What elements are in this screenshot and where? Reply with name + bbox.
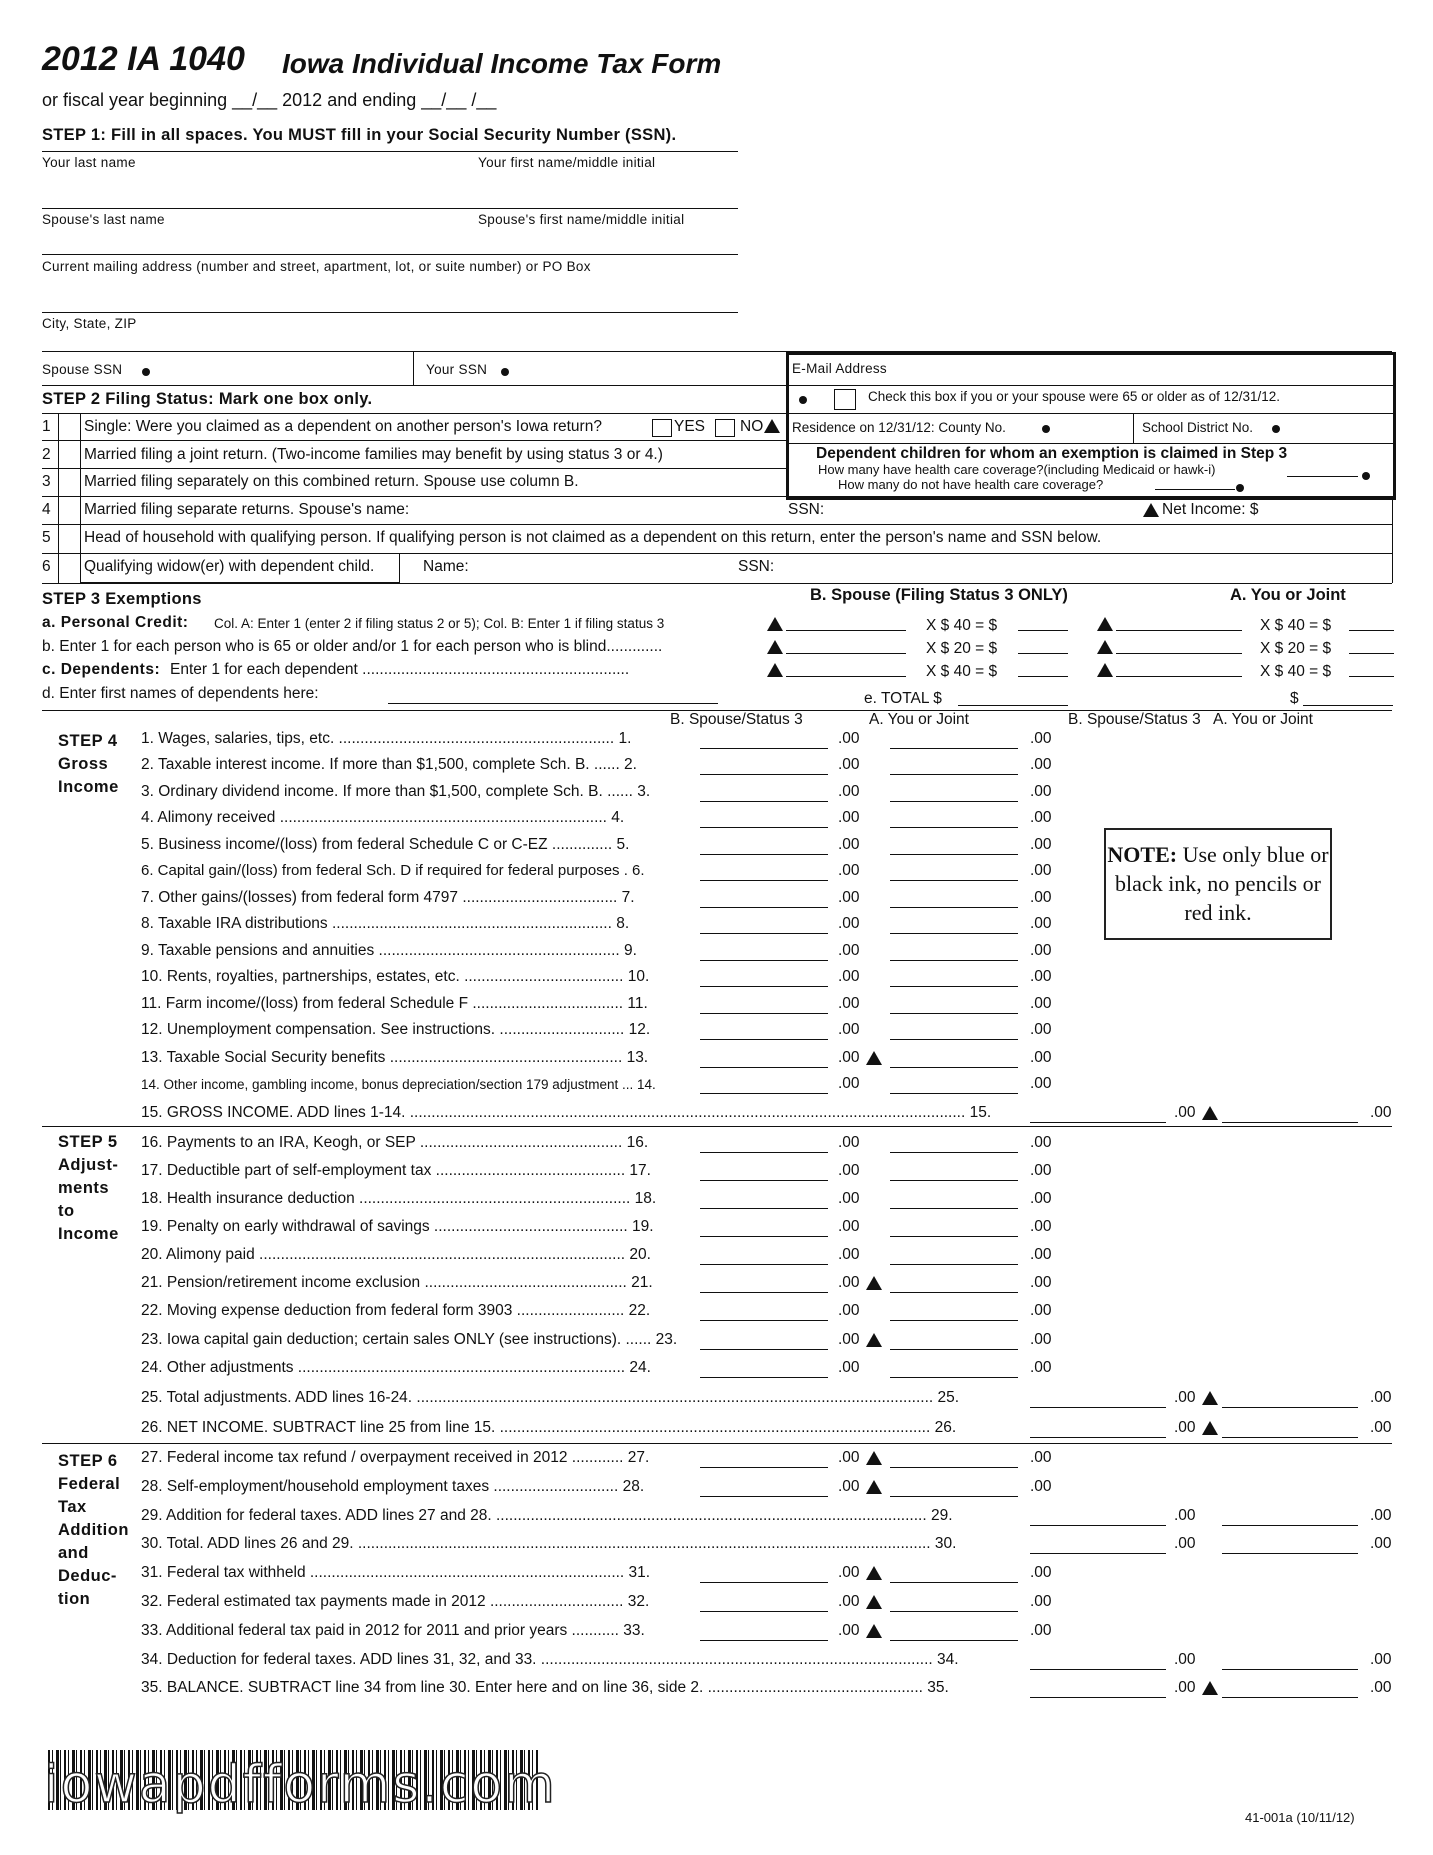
amount-field[interactable] [700,1640,828,1641]
status-4-ssn: SSN: [788,501,825,518]
amount-field[interactable] [1030,1525,1166,1526]
amount-field[interactable] [700,1611,828,1612]
health-yes-label: How many have health care coverage?(including Medicaid or hawk-i) [818,462,1216,477]
cents-label: .00 [1030,968,1052,985]
amount-field[interactable] [700,827,828,828]
line-label: 6. Capital gain/(loss) from federal Sch. D if required for federal purposes . 6. [141,862,645,879]
exemption-total-a-label: $ [1290,690,1299,707]
cents-label: .00 [1370,1104,1392,1121]
amount-field[interactable] [890,1467,1018,1468]
step2-heading: STEP 2 Filing Status: Mark one box only. [42,390,373,408]
amount-field[interactable] [1222,1525,1358,1526]
status-6-num: 6 [42,558,51,575]
amount-field[interactable] [700,801,828,802]
amount-field[interactable] [700,1320,828,1321]
triangle-icon [1202,1421,1218,1435]
amount-field[interactable] [700,748,828,749]
cents-label: .00 [1030,730,1052,747]
cents-label: .00 [838,836,860,853]
age-65-checkbox[interactable] [834,389,856,410]
bullet-icon [1362,472,1370,480]
triangle-icon [866,1333,882,1347]
cents-label: .00 [838,1162,860,1179]
amount-field[interactable] [1030,1407,1166,1408]
cents-label: .00 [838,915,860,932]
cents-label: .00 [1370,1679,1392,1696]
cents-label: .00 [1030,1049,1052,1066]
amount-field[interactable] [890,933,1018,934]
status-6-ssn: SSN: [738,558,775,575]
cents-label: .00 [838,1331,860,1348]
triangle-icon [866,1276,882,1290]
amount-field[interactable] [700,1180,828,1181]
status-6-name: Name: [423,558,469,575]
cents-label: .00 [1174,1104,1196,1121]
cents-label: .00 [1174,1507,1196,1524]
cents-label: .00 [838,783,860,800]
cents-label: .00 [1030,1274,1052,1291]
cents-label: .00 [1174,1419,1196,1436]
address-label: Current mailing address (number and street, apartment, lot, or suite number) or PO Box [42,259,591,274]
cents-label: .00 [1030,1075,1052,1092]
spouse-last-label: Spouse's last name [42,212,165,227]
col-a-header-2: A. You or Joint [1213,711,1313,728]
cents-label: .00 [838,1593,860,1610]
amount-field[interactable] [700,907,828,908]
cents-label: .00 [1030,1622,1052,1639]
triangle-icon [1202,1106,1218,1120]
exemption-a-c-field[interactable] [1116,676,1242,677]
amount-field[interactable] [890,1264,1018,1265]
exemption-b-a-field[interactable] [786,630,906,631]
cents-label: .00 [838,862,860,879]
personal-credit-label: a. Personal Credit: [42,614,189,631]
amount-field[interactable] [700,854,828,855]
your-ssn-label: Your SSN [426,362,488,377]
cents-label: .00 [838,809,860,826]
exemption-total-label: e. TOTAL $ [864,690,942,707]
exemption-a-b-amt[interactable] [1349,653,1394,654]
line-label: 4. Alimony received ............................................................................ 4. [141,809,625,826]
amount-field[interactable] [700,1013,828,1014]
x40-label: X $ 40 = $ [1260,663,1332,680]
line-label: 1. Wages, salaries, tips, etc. ................................................................ 1. [141,730,632,747]
line-label: 23. Iowa capital gain deduction; certain sales ONLY (see instructions). ...... 23. [141,1331,678,1348]
line-label: 8. Taxable IRA distributions ................................................................. 8. [141,915,630,932]
city-label: City, State, ZIP [42,316,137,331]
cents-label: .00 [1030,995,1052,1012]
exemption-a-b-field[interactable] [1116,653,1242,654]
cents-label: .00 [838,1049,860,1066]
line-label: 14. Other income, gambling income, bonus depreciation/section 179 adjustment ... 14. [141,1077,656,1092]
status-2-num: 2 [42,446,51,463]
step5-label: STEP 5 Adjust- ments to Income [58,1133,119,1243]
amount-field[interactable] [1222,1407,1358,1408]
bullet-icon [1272,425,1280,433]
line-label: 22. Moving expense deduction from federal form 3903 ......................... 22. [141,1302,651,1319]
status-6-text: Qualifying widow(er) with dependent child. [84,558,375,575]
cents-label: .00 [1370,1507,1392,1524]
cents-label: .00 [838,1218,860,1235]
line-label: 25. Total adjustments. ADD lines 16-24. ........................................................................................................................ 25. [141,1389,960,1406]
status-4-net: Net Income: $ [1162,501,1259,518]
line-label: 11. Farm income/(loss) from federal Schedule F ................................... 11. [141,995,648,1012]
line-label: 12. Unemployment compensation. See instructions. ............................. 12. [141,1021,651,1038]
no-label: NO [740,418,764,435]
amount-field[interactable] [700,1349,828,1350]
cents-label: .00 [1030,1564,1052,1581]
amount-field[interactable] [700,1236,828,1237]
line-label: 7. Other gains/(losses) from federal form 4797 .................................... 7. [141,889,635,906]
step3-col-b: B. Spouse (Filing Status 3 ONLY) [810,586,1068,604]
step3-heading: STEP 3 Exemptions [42,590,202,608]
cents-label: .00 [1174,1535,1196,1552]
amount-field[interactable] [700,1292,828,1293]
amount-field[interactable] [1030,1697,1166,1698]
exemption-b-b-amt[interactable] [1018,653,1068,654]
exemption-b-b-field[interactable] [786,653,906,654]
triangle-icon [1097,640,1113,654]
cents-label: .00 [838,1134,860,1151]
amount-field[interactable] [700,1467,828,1468]
line-label: 18. Health insurance deduction ............................................................... 18. [141,1190,657,1207]
status-3-text[interactable]: Married filing separately on this combined return. Spouse use column B. [84,473,579,490]
x40-label: X $ 40 = $ [926,663,998,680]
cents-label: .00 [1030,1359,1052,1376]
amount-field[interactable] [1222,1437,1358,1438]
bullet-icon [142,368,150,376]
amount-field[interactable] [1222,1697,1358,1698]
cents-label: .00 [1030,1302,1052,1319]
amount-field[interactable] [1222,1669,1358,1670]
cents-label: .00 [1370,1651,1392,1668]
residence-label: Residence on 12/31/12: County No. [792,420,1006,435]
line-label: 17. Deductible part of self-employment tax ............................................ 17. [141,1162,651,1179]
triangle-icon [866,1595,882,1609]
cents-label: .00 [838,1359,860,1376]
triangle-icon [767,663,783,677]
cents-label: .00 [1030,942,1052,959]
x20-label: X $ 20 = $ [1260,640,1332,657]
spouse-ssn-label: Spouse SSN [42,362,123,377]
status-5-num: 5 [42,529,51,546]
line-label: 10. Rents, royalties, partnerships, estates, etc. ..................................... 10. [141,968,650,985]
dependents-names-label: d. Enter first names of dependents here: [42,685,319,702]
amount-field[interactable] [1030,1669,1166,1670]
line-label: 15. GROSS INCOME. ADD lines 1-14. ................................................................................................................................. 15. [141,1104,992,1121]
status-5-text[interactable]: Head of household with qualifying person. If qualifying person is not claimed as a dependent on this return, enter the person's name and SSN below. [84,529,1102,546]
x40-label: X $ 40 = $ [1260,617,1332,634]
amount-field[interactable] [890,854,1018,855]
amount-field[interactable] [890,827,1018,828]
amount-field[interactable] [890,1582,1018,1583]
cents-label: .00 [838,1622,860,1639]
form-id: 2012 IA 1040 [42,40,245,78]
cents-label: .00 [838,1449,860,1466]
bullet-icon [1236,484,1244,492]
bullet-icon [1042,425,1050,433]
cents-label: .00 [1030,915,1052,932]
amount-field[interactable] [1030,1437,1166,1438]
triangle-icon [866,1480,882,1494]
line-label: 13. Taxable Social Security benefits ...................................................... 13. [141,1049,649,1066]
name-field[interactable] [42,208,738,209]
cents-label: .00 [1030,1593,1052,1610]
line-label: 21. Pension/retirement income exclusion ............................................... 21. [141,1274,653,1291]
cents-label: .00 [838,1246,860,1263]
cents-label: .00 [838,730,860,747]
step3-col-a: A. You or Joint [1230,586,1346,604]
cents-label: .00 [1370,1535,1392,1552]
dependent-yes-checkbox[interactable] [652,419,672,437]
amount-field[interactable] [1030,1122,1166,1123]
dependent-heading: Dependent children for whom an exemption is claimed in Step 3 [816,445,1288,462]
cents-label: .00 [838,1274,860,1291]
triangle-icon [764,419,780,433]
amount-field[interactable] [700,1039,828,1040]
triangle-icon [866,1566,882,1580]
amount-field[interactable] [700,1264,828,1265]
amount-field[interactable] [700,986,828,987]
note-bold: NOTE: [1107,842,1178,867]
amount-field[interactable] [700,1208,828,1209]
cents-label: .00 [1370,1389,1392,1406]
cents-label: .00 [838,968,860,985]
cents-label: .00 [1370,1419,1392,1436]
status-2-text[interactable]: Married filing a joint return. (Two-income families may benefit by using status 3 or 4.) [84,446,663,463]
triangle-icon [866,1451,882,1465]
cents-label: .00 [1174,1679,1196,1696]
amount-field[interactable] [700,1152,828,1153]
cents-label: .00 [1030,1246,1052,1263]
health-yes-field[interactable] [1287,476,1358,477]
exemption-a-a-amt[interactable] [1349,630,1394,631]
cents-label: .00 [1030,889,1052,906]
amount-field[interactable] [890,774,1018,775]
triangle-icon [767,617,783,631]
line-label: 26. NET INCOME. SUBTRACT line 25 from line 15. .................................................................................................... 26. [141,1419,957,1436]
ink-note [1104,828,1332,940]
line-label: 35. BALANCE. SUBTRACT line 34 from line 30. Enter here and on line 36, side 2. .................................................. 35. [141,1679,949,1696]
triangle-icon [866,1051,882,1065]
cents-label: .00 [1030,1021,1052,1038]
cents-label: .00 [1030,1218,1052,1235]
amount-field[interactable] [1030,1553,1166,1554]
line-label: 24. Other adjustments ............................................................................ 24. [141,1359,651,1376]
amount-field[interactable] [890,986,1018,987]
amount-field[interactable] [700,960,828,961]
yes-label: YES [674,418,706,435]
exemption-a-a-field[interactable] [1116,630,1242,631]
step6-label: STEP 6 Federal Tax Addition and Deduc- tion [58,1452,129,1608]
line-label: 34. Deduction for federal taxes. ADD lines 31, 32, and 33. ........................................................................................... 34. [141,1651,959,1668]
x40-label: X $ 40 = $ [926,617,998,634]
step4-label: STEP 4 Gross Income [58,732,119,796]
health-no-label: How many do not have health care coverage? [838,477,1104,492]
amount-field[interactable] [700,1496,828,1497]
cents-label: .00 [1030,1162,1052,1179]
step1-heading: STEP 1: Fill in all spaces. You MUST fill in your Social Security Number (SSN). [42,126,677,144]
bullet-icon [501,368,509,376]
line-label: 16. Payments to an IRA, Keogh, or SEP ............................................... 16. [141,1134,649,1151]
line-label: 9. Taxable pensions and annuities ........................................................ 9. [141,942,637,959]
line-label: 3. Ordinary dividend income. If more than $1,500, complete Sch. B. ...... 3. [141,783,651,800]
amount-field[interactable] [890,1093,1018,1094]
cents-label: .00 [838,889,860,906]
amount-field[interactable] [890,1039,1018,1040]
cents-label: .00 [838,1075,860,1092]
triangle-icon [1097,663,1113,677]
line-label: 28. Self-employment/household employment taxes ............................. 28. [141,1478,645,1495]
age-65-text: Check this box if you or your spouse were 65 or older as of 12/31/12. [868,389,1280,404]
cents-label: .00 [1030,1190,1052,1207]
amount-field[interactable] [700,1093,828,1094]
amount-field[interactable] [890,880,1018,881]
status-4-text[interactable]: Married filing separate returns. Spouse's name: [84,501,410,518]
amount-field[interactable] [890,801,1018,802]
amount-field[interactable] [890,1611,1018,1612]
amount-field[interactable] [700,1582,828,1583]
col-b-header: B. Spouse/Status 3 [670,711,803,728]
amount-field[interactable] [890,1292,1018,1293]
cents-label: .00 [1030,1449,1052,1466]
bullet-icon [799,396,807,404]
exemption-b-a-amt[interactable] [1018,630,1068,631]
spouse-first-label: Spouse's first name/middle initial [478,212,685,227]
dependents-names-field[interactable] [388,703,718,704]
form-title: Iowa Individual Income Tax Form [282,48,722,79]
line-label: 31. Federal tax withheld ......................................................................... 31. [141,1564,651,1581]
amount-field[interactable] [890,1067,1018,1068]
dependents-text: Enter 1 for each dependent .............................................................. [170,661,630,678]
amount-field[interactable] [700,774,828,775]
cents-label: .00 [1030,862,1052,879]
x20-label: X $ 20 = $ [926,640,998,657]
cents-label: .00 [838,1478,860,1495]
amount-field[interactable] [890,960,1018,961]
status-3-num: 3 [42,473,51,490]
cents-label: .00 [838,1564,860,1581]
line-label: 19. Penalty on early withdrawal of savings ............................................. 19. [141,1218,654,1235]
first-name-label: Your first name/middle initial [478,155,656,170]
cents-label: .00 [1030,783,1052,800]
personal-credit-text: Col. A: Enter 1 (enter 2 if filing status 2 or 5); Col. B: Enter 1 if filing status 3 [214,616,665,631]
cents-label: .00 [1030,756,1052,773]
amount-field[interactable] [700,1377,828,1378]
last-name-label: Your last name [42,155,136,170]
exemption-total-a[interactable] [1303,705,1393,706]
cents-label: .00 [1030,836,1052,853]
amount-field[interactable] [1222,1553,1358,1554]
exemption-b-c-field[interactable] [786,676,906,677]
line-label: 20. Alimony paid ..................................................................................... 20. [141,1246,651,1263]
exemption-a-c-amt[interactable] [1349,676,1394,677]
triangle-icon [1202,1391,1218,1405]
amount-field[interactable] [1222,1122,1358,1123]
status-1-num: 1 [42,418,51,435]
cents-label: .00 [838,942,860,959]
cents-label: .00 [838,1190,860,1207]
amount-field[interactable] [890,907,1018,908]
cents-label: .00 [838,1021,860,1038]
cents-label: .00 [1030,1134,1052,1151]
amount-field[interactable] [890,1349,1018,1350]
cents-label: .00 [1174,1651,1196,1668]
col-b-header-2: B. Spouse/Status 3 [1068,711,1201,728]
amount-field[interactable] [890,1180,1018,1181]
amount-field[interactable] [890,748,1018,749]
line-label: 32. Federal estimated tax payments made in 2012 ............................... 32. [141,1593,650,1610]
triangle-icon [767,640,783,654]
amount-field[interactable] [890,1640,1018,1641]
line-label: 33. Additional federal tax paid in 2012 for 2011 and prior years ........... 33. [141,1622,645,1639]
triangle-icon [1202,1681,1218,1695]
line-label: 5. Business income/(loss) from federal Schedule C or C-EZ .............. 5. [141,836,630,853]
dependents-label: c. Dependents: [42,661,161,678]
amount-field[interactable] [890,1377,1018,1378]
line-label: 27. Federal income tax refund / overpayment received in 2012 ............ 27. [141,1449,650,1466]
cents-label: .00 [838,756,860,773]
form-number: 41-001a (10/11/12) [1245,1810,1355,1825]
exemption-total-b[interactable] [958,705,1068,706]
spouse-name-field[interactable] [42,254,738,255]
line-label: 30. Total. ADD lines 26 and 29. ..................................................................................................................................... 30. [141,1535,957,1552]
cents-label: .00 [1174,1389,1196,1406]
fiscal-year: or fiscal year beginning __/__ 2012 and ending __/__ /__ [42,90,497,110]
age-blind-text: b. Enter 1 for each person who is 65 or older and/or 1 for each person who is blind............. [42,638,663,655]
status-4-num: 4 [42,501,51,518]
triangle-icon [1097,617,1113,631]
amount-field[interactable] [700,1067,828,1068]
dependent-no-checkbox[interactable] [715,419,735,437]
health-no-field[interactable] [1155,489,1235,490]
col-a-header: A. You or Joint [869,711,969,728]
school-district-label: School District No. [1142,420,1254,435]
cents-label: .00 [1030,1331,1052,1348]
cents-label: .00 [1030,1478,1052,1495]
amount-field[interactable] [890,1013,1018,1014]
triangle-icon [866,1624,882,1638]
note-text: Use only blue or black ink, no pencils or red ink. [1115,842,1329,925]
cents-label: .00 [838,995,860,1012]
status-1-text: Single: Were you claimed as a dependent on another person's Iowa return? [84,418,602,435]
address-field[interactable] [42,312,738,313]
amount-field[interactable] [890,1208,1018,1209]
amount-field[interactable] [890,1236,1018,1237]
watermark-text: iowapdfforms.com [44,1755,557,1815]
amount-field[interactable] [700,880,828,881]
email-label: E-Mail Address [792,361,887,376]
triangle-icon [1143,503,1159,517]
amount-field[interactable] [700,933,828,934]
amount-field[interactable] [890,1152,1018,1153]
amount-field[interactable] [890,1320,1018,1321]
line-label: 2. Taxable interest income. If more than $1,500, complete Sch. B. ...... 2. [141,756,637,773]
amount-field[interactable] [890,1496,1018,1497]
cents-label: .00 [838,1302,860,1319]
cents-label: .00 [1030,809,1052,826]
exemption-b-c-amt[interactable] [1018,676,1068,677]
line-label: 29. Addition for federal taxes. ADD lines 27 and 28. .................................................................................................... 29. [141,1507,953,1524]
